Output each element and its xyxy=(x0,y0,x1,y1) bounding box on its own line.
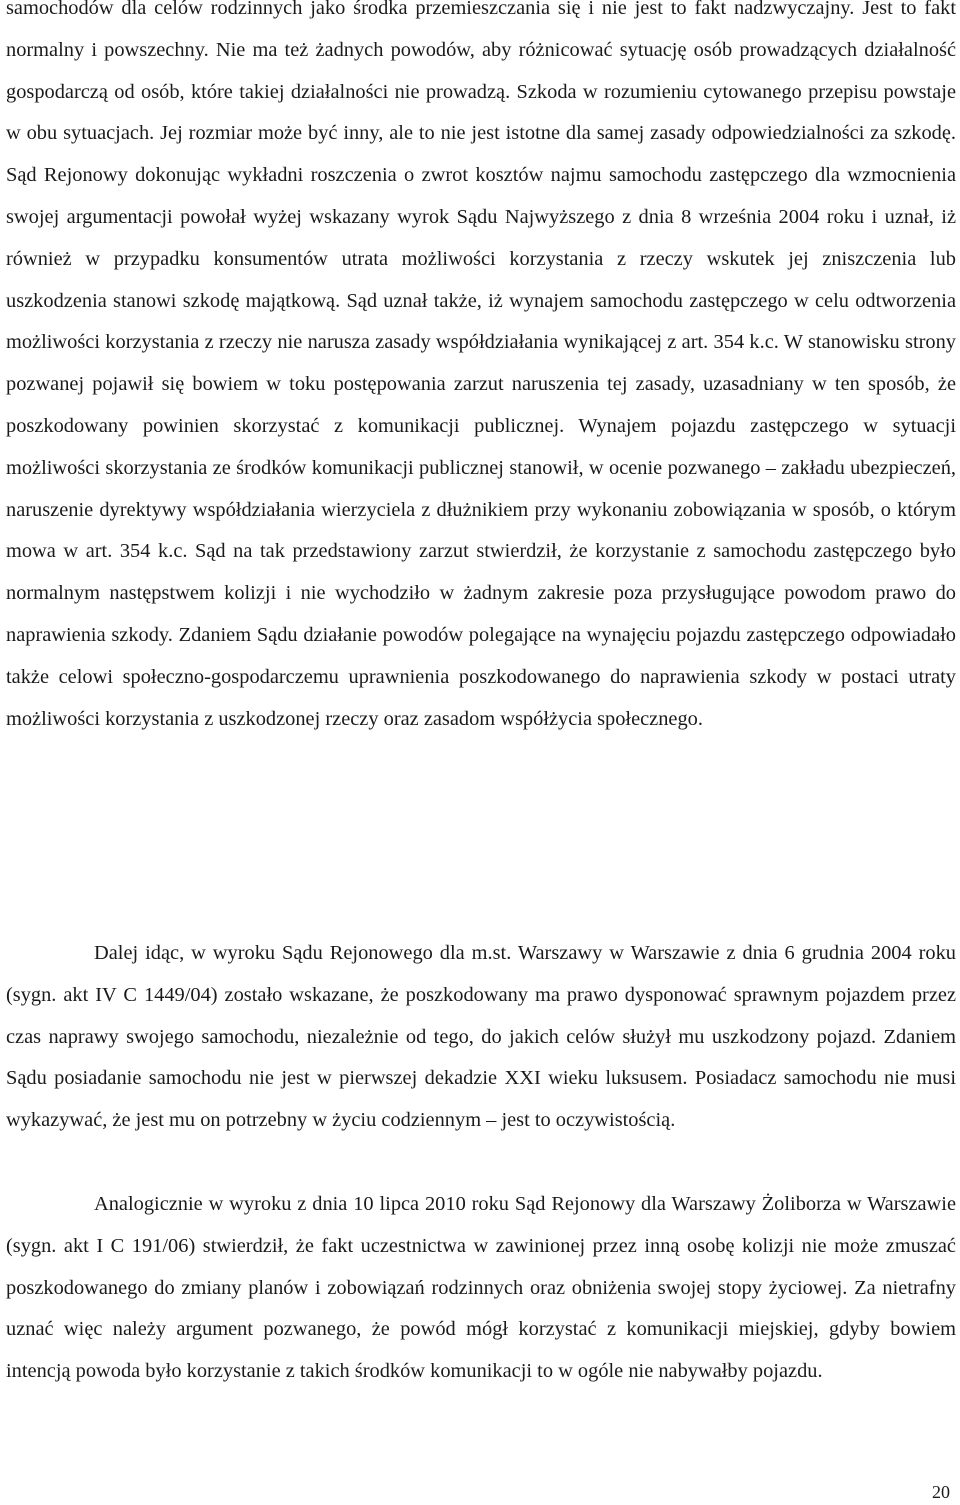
paragraph-zoliborz-ruling: Analogicznie w wyroku z dnia 10 lipca 2010 roku Sąd Rejonowy dla Warszawy Żoliborza w Warszawie (sygn. akt I C 191/06) stwierdził, że fakt uczestnictwa w zawinionej przez inną osobę kolizji nie może zmuszać poszkodowanego do zmiany planów i zobowiązań rodzinnych oraz obniżenia swojej stopy życiowej. Za nietrafny uznać więc należy argument pozwanego, że powód mógł korzystać z komunikacji miejskiej, gdyby bowiem intencją powoda było korzystanie z takich środków komunikacji to w ogóle nie nabywałby pojazdu. xyxy=(6,1193,956,1383)
paragraph-warsaw-ruling: Dalej idąc, w wyroku Sądu Rejonowego dla m.st. Warszawy w Warszawie z dnia 6 grudnia 2004 roku (sygn. akt IV C 1449/04) zostało wskazane, że poszkodowany ma prawo dysponować sprawnym pojazdem przez czas naprawy swojego samochodu, niezależnie od tego, do jakich celów służył mu uszkodzony pojazd. Zdaniem Sądu posiadanie samochodu nie jest w pierwszej dekadzie XXI wieku luksusem. Posiadacz samochodu nie musi wykazywać, że jest mu on potrzebny w życiu codziennym – jest to oczywistością. xyxy=(6,942,956,1132)
page-number: 20 xyxy=(932,1482,950,1502)
paragraph-continued: samochodów dla celów rodzinnych jako środka przemieszczania się i nie jest to fakt nadzwyczajny. Jest to fakt normalny i powszechny. Nie ma też żadnych powodów, aby różnicować sytuację osób prowadzących działalność gospodarczą od osób, które takiej działalności nie prowadzą. Szkoda w rozumieniu cytowanego przepisu powstaje w obu sytuacjach. Jej rozmiar może być inny, ale to nie jest istotne dla samej zasady odpowiedzialności za szkodę. Sąd Rejonowy dokonując wykładni roszczenia o zwrot kosztów najmu samochodu zastępczego dla wzmocnienia swojej argumentacji powołał wyżej wskazany wyrok Sądu Najwyższego z dnia 8 września 2004 roku i uznał, iż również w przypadku konsumentów utrata możliwości korzystania z rzeczy wskutek jej zniszczenia lub uszkodzenia stanowi szkodę majątkową. Sąd uznał także, iż wynajem samochodu zastępczego w celu odtworzenia możliwości korzystania z rzeczy nie narusza zasady współdziałania wynikającej z art. 354 k.c. W stanowisku strony pozwanej pojawił się bowiem w toku postępowania zarzut naruszenia tej zasady, uzasadniany w ten sposób, że poszkodowany powinien skorzystać z komunikacji publicznej. Wynajem pojazdu zastępczego w sytuacji możliwości skorzystania ze środków komunikacji publicznej stanowił, w ocenie pozwanego – zakładu ubezpieczeń, naruszenie dyrektywy współdziałania wierzyciela z dłużnikiem przy wykonaniu zobowiązania w sposób, o którym mowa w art. 354 k.c. Sąd na tak przedstawiony zarzut stwierdził, że korzystanie z samochodu zastępczego było normalnym następstwem kolizji i nie wychodziło w żadnym zakresie poza przysługujące powodom prawo do naprawienia szkody. Zdaniem Sądu działanie powodów polegające na wynajęciu pojazdu zastępczego odpowiadało także celowi społeczno-gospodarczemu uprawnienia poszkodowanego do naprawienia szkody w postaci utraty możliwości korzystania z uszkodzonej rzeczy oraz zasadom współżycia społecznego. xyxy=(6,0,956,730)
